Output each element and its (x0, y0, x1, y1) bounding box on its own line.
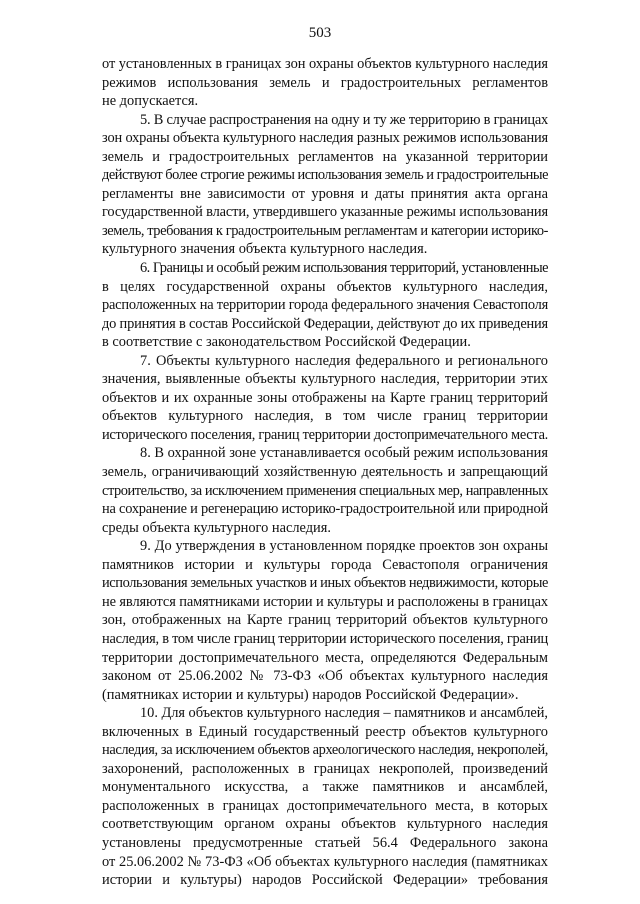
paragraph (102, 111, 548, 259)
paragraph (102, 352, 548, 445)
page-number: 503 (308, 25, 332, 41)
text-line: расположенных в границах достопримечательного места, в которых (102, 797, 548, 814)
text-line: действуют более строгие режимы использования земель и градостроительные (102, 167, 548, 184)
text-line: 10. Для объектов культурного наследия – памятников и ансамблей, (140, 705, 548, 722)
paragraph (102, 704, 548, 889)
text-line: территории достопримечательного места, определяются Федеральным (102, 649, 548, 666)
text-line: не являются памятниками истории и культуры и расположены в границах (102, 593, 548, 610)
text-line: земель, требования к градостроительным регламентам и категории историко- (102, 222, 548, 239)
text-line: зон, отображенных на Карте границ территорий объектов культурного (102, 612, 548, 629)
text-line: законом от 25.06.2002 № 73-ФЗ «Об объектах культурного наследия (102, 668, 548, 685)
text-line: земель, ограничивающий хозяйственную деятельность и запрещающий (102, 464, 548, 481)
text-line: использования земельных участков и иных объектов недвижимости, которые (102, 575, 548, 592)
text-line: расположенных на территории города федерального значения Севастополя (102, 297, 548, 314)
text-line: на сохранение и регенерацию историко-градостроительной или природной (102, 501, 548, 518)
text-line: объектов и их охранные зоны отображены на Карте границ территорий (102, 389, 548, 406)
text-line: включенных в Единый государственный реестр объектов культурного (102, 723, 548, 740)
text-line: зон охраны объекта культурного наследия разных режимов использования (102, 130, 548, 147)
text-line: в целях государственной охраны объектов культурного наследия, (102, 278, 548, 295)
text-line: монументального искусства, а также памятников и ансамблей, (102, 779, 548, 796)
text-line: соответствующим органом охраны объектов культурного наследия (102, 816, 548, 833)
text-line: режимов использования земель и градостроительных регламентов (102, 74, 548, 91)
text-line: объектов культурного наследия, в том числе границ территории (102, 408, 548, 425)
text-line: культурного значения объекта культурного наследия. (102, 241, 428, 258)
text-line: 6. Границы и особый режим использования территорий, установленные (140, 260, 548, 277)
paragraph (102, 444, 548, 537)
text-line: 5. В случае распространения на одну и ту же территорию в границах (140, 111, 548, 128)
text-line: наследия, в том числе границ территории исторического поселения, границ (102, 630, 548, 647)
paragraph (102, 259, 548, 352)
text-line: государственной власти, утвердившего указанные режимы использования (102, 204, 549, 221)
text-line: памятников истории и культуры города Севастополя ограничения (102, 556, 548, 573)
text-line: 9. До утверждения в установленном порядке проектов зон охраны (140, 538, 548, 555)
text-line: строительство, за исключением применения специальных мер, направленных (102, 482, 549, 499)
text-line: 8. В охранной зоне устанавливается особый режим использования (140, 445, 548, 462)
text-line: значения, выявленные объекты культурного наследия, территории этих (102, 371, 548, 388)
text-line: установлены предусмотренные статьей 56.4 Федерального закона (102, 834, 548, 851)
text-line: захоронений, расположенных в границах некрополей, произведений (102, 760, 548, 777)
text-line: наследия, за исключением объектов археологического наследия, некрополей, (102, 742, 548, 759)
text-line: от установленных в границах зон охраны объектов культурного наследия (102, 56, 548, 72)
text-line: регламенты вне зависимости от уровня и даты принятия акта органа (102, 185, 548, 202)
text-line: среды объекта культурного наследия. (102, 519, 331, 536)
text-line: от 25.06.2002 № 73-ФЗ «Об объектах культурного наследия (памятниках (102, 853, 548, 870)
paragraph (102, 537, 548, 704)
text-line: земель и градостроительных регламентов на указанной территории (102, 148, 548, 165)
document-body (102, 55, 548, 890)
text-line: истории и культуры) народов Российской Федерации» требования (102, 872, 548, 889)
text-line: не допускается. (102, 93, 199, 110)
paragraph (102, 55, 548, 111)
text-line: 7. Объекты культурного наследия федерального и регионального (140, 352, 548, 369)
text-line: (памятниках истории и культуры) народов Российской Федерации». (102, 686, 519, 703)
text-line: в соответствие с законодательством Российской Федерации. (102, 334, 471, 351)
text-line: до принятия в состав Российской Федерации, действуют до их приведения (102, 315, 548, 332)
text-line: исторического поселения, границ территории достопримечательного места. (102, 426, 548, 443)
